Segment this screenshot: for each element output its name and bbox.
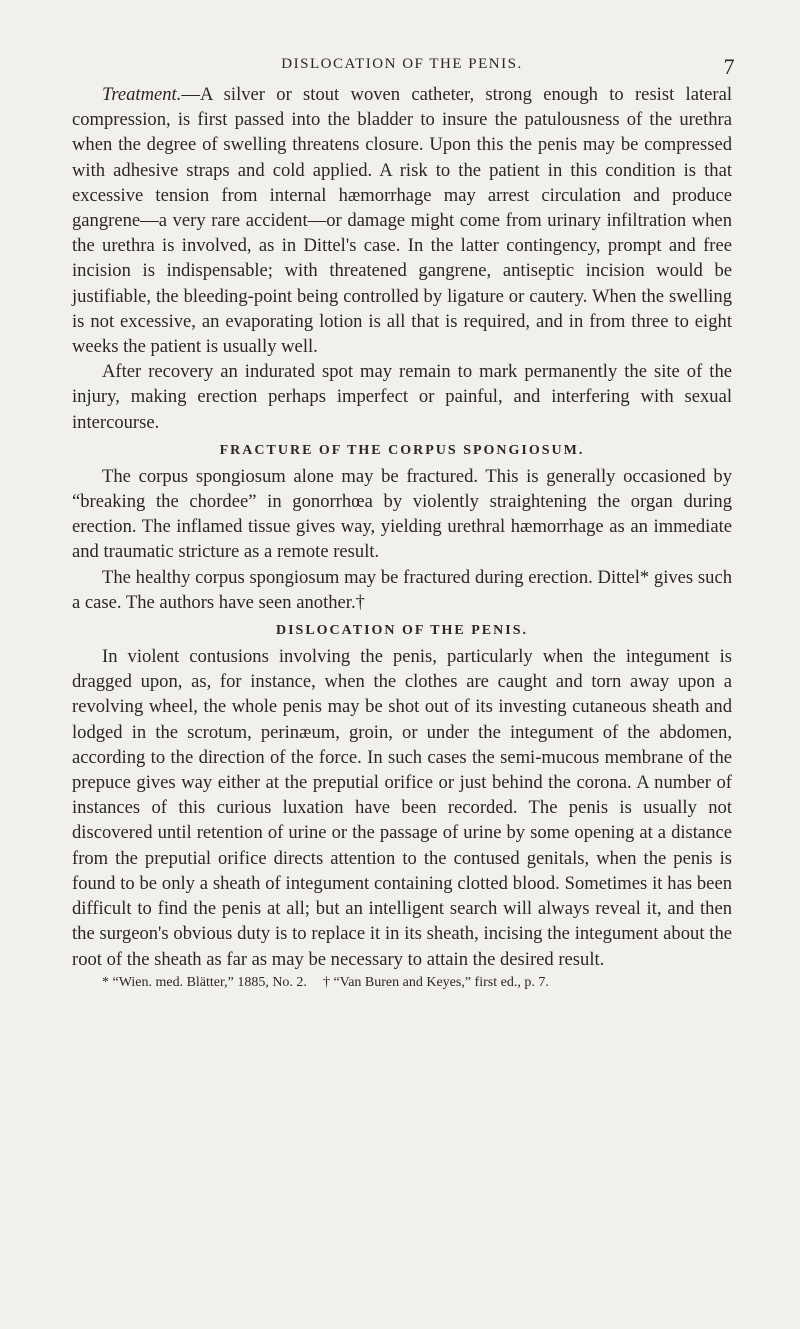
paragraph-treatment xyxy=(72,82,732,359)
paragraph-after-recovery: After recovery an indurated spot may remain to mark permanently the site of the injury, making erection perhaps imperfect or painful, and interfering with sexual intercourse. xyxy=(72,361,732,433)
section-treatment xyxy=(72,82,732,435)
paragraph-dislocation: In violent contusions involving the penis, particularly when the integument is dragged upon, as, for instance, when the clothes are caught and torn away upon a revolving wheel, the whole penis may be shot out of its investing cutaneous sheath and lodged in the scrotum, perinæum, groin, or under the integument of the abdomen, according to the direction of the force. In such cases the semi-mucous membrane of the prepuce gives way either at the preputial orifice or just behind the corona. A number of instances of this curious luxation have been recorded. The penis is usually not discovered until retention of urine or the passage of urine by some opening at a distance from the preputial orifice directs attention to the contused genitals, when the penis is found to be only a sheath of integument containing clotted blood. Sometimes it has been difficult to find the penis at all; but an intelligent search will always reveal it, and then the surgeon's obvious duty is to replace it in its sheath, incising the integument about the root of the sheath as far as may be necessary to attain the desired result. xyxy=(72,646,732,970)
footnote-2: † “Van Buren and Keyes,” first ed., p. 7. xyxy=(322,974,549,990)
footnotes xyxy=(72,974,732,992)
page-number: 7 xyxy=(723,54,736,79)
paragraph-lead-italic: Treatment. xyxy=(102,84,182,105)
running-head xyxy=(72,54,736,82)
section-heading-fracture: FRACTURE OF THE CORPUS SPONGIOSUM. xyxy=(219,442,585,458)
section-dislocation xyxy=(72,623,732,972)
paragraph-fracture-2: The healthy corpus spongiosum may be fractured during erection. Dittel* gives such a case. The authors have seen another.† xyxy=(72,566,732,613)
section-heading-dislocation: DISLOCATION OF THE PENIS. xyxy=(275,623,528,639)
running-title: DISLOCATION OF THE PENIS. xyxy=(281,56,523,72)
section-fracture xyxy=(72,443,732,615)
book-page xyxy=(72,54,736,992)
paragraph-fracture-1: The corpus spongiosum alone may be fractured. This is generally occasioned by “breaking the chordee” in gonorrhœa by violently straightening the organ during erection. The inflamed tissue gives way, yielding urethral hæmorrhage as an immediate and traumatic stricture as a remote result. xyxy=(72,465,732,563)
paragraph-text: —A silver or stout woven catheter, strong enough to resist lateral compression, is first passed into the bladder to insure the patulousness of the urethra when the degree of swelling threatens closure. Upon this the penis may be compressed with adhesive straps and cold applied. A risk to the patient in this condition is that excessive tension from internal hæmorrhage may arrest circulation and produce gangrene—a very rare accident—or damage might come from urinary infiltration when the urethra is involved, as in Dittel's case. In the latter contingency, prompt and free incision is indispensable; with threatened gangrene, antiseptic incision would be justifiable, the bleeding-point being controlled by ligature or cautery. When the swelling is not excessive, an evaporating lotion is all that is required, and in from three to eight weeks the patient is usually well. xyxy=(72,84,732,358)
footnote-1: * “Wien. med. Blätter,” 1885, No. 2. xyxy=(102,974,307,990)
